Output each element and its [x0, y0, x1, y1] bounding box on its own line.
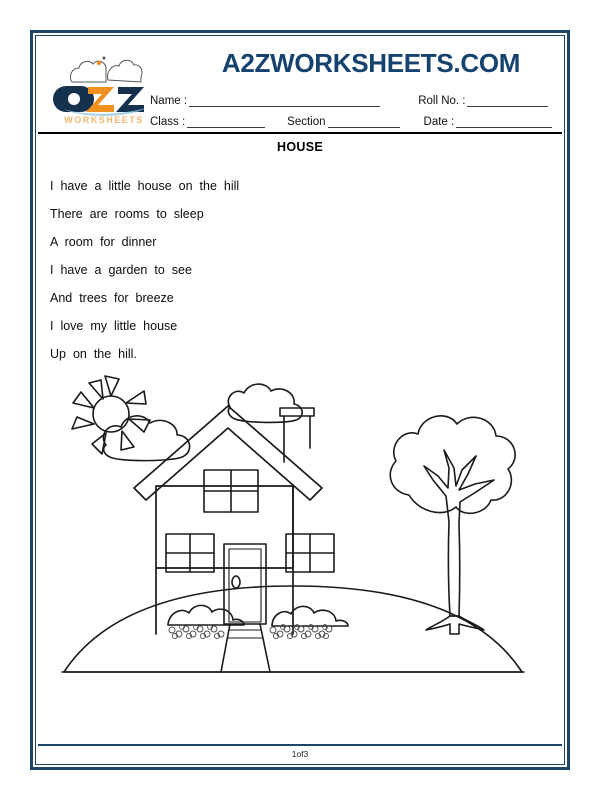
poem-body [50, 172, 520, 368]
poem-line: A room for dinner [50, 235, 157, 249]
poem-line: And trees for breeze [50, 291, 174, 305]
class-input[interactable] [187, 116, 265, 128]
a2z-logo [52, 46, 156, 128]
door-shape [224, 544, 266, 624]
student-fields [150, 86, 558, 128]
bush-right-shape [272, 606, 348, 626]
section-input[interactable] [328, 116, 400, 128]
footer-divider [38, 744, 562, 746]
house-illustration [58, 372, 528, 724]
roll-label: Roll No. : [418, 95, 466, 107]
tree-shape [390, 416, 515, 634]
poem-line: I love my little house [50, 319, 178, 333]
window-left-shape [166, 534, 214, 572]
path-shape [221, 624, 270, 672]
sun-shape [72, 376, 150, 454]
worksheet-header [38, 38, 562, 134]
svg-text:WORKSHEETS: WORKSHEETS [64, 115, 144, 125]
class-label: Class : [150, 116, 186, 128]
page-number: 1of3 [291, 749, 309, 759]
page-title: HOUSE [277, 140, 323, 154]
poem-line: There are rooms to sleep [50, 207, 204, 221]
chimney-shape [280, 408, 314, 462]
date-input[interactable] [456, 116, 552, 128]
house-shape [134, 406, 322, 634]
poem-line: I have a garden to see [50, 263, 192, 277]
name-input[interactable] [189, 95, 380, 107]
poem-line: Up on the hill. [50, 347, 137, 361]
field-row-name [150, 86, 558, 107]
date-label: Date : [423, 116, 455, 128]
attic-window-shape [204, 470, 258, 512]
field-row-class [150, 107, 558, 128]
brand-title: A2ZWORKSHEETS.COM [221, 48, 521, 78]
name-label: Name : [150, 95, 188, 107]
cloud-left-shape [103, 416, 189, 461]
section-label: Section [287, 116, 326, 128]
poem-line: I have a little house on the hill [50, 179, 240, 193]
roll-input[interactable] [467, 95, 548, 107]
